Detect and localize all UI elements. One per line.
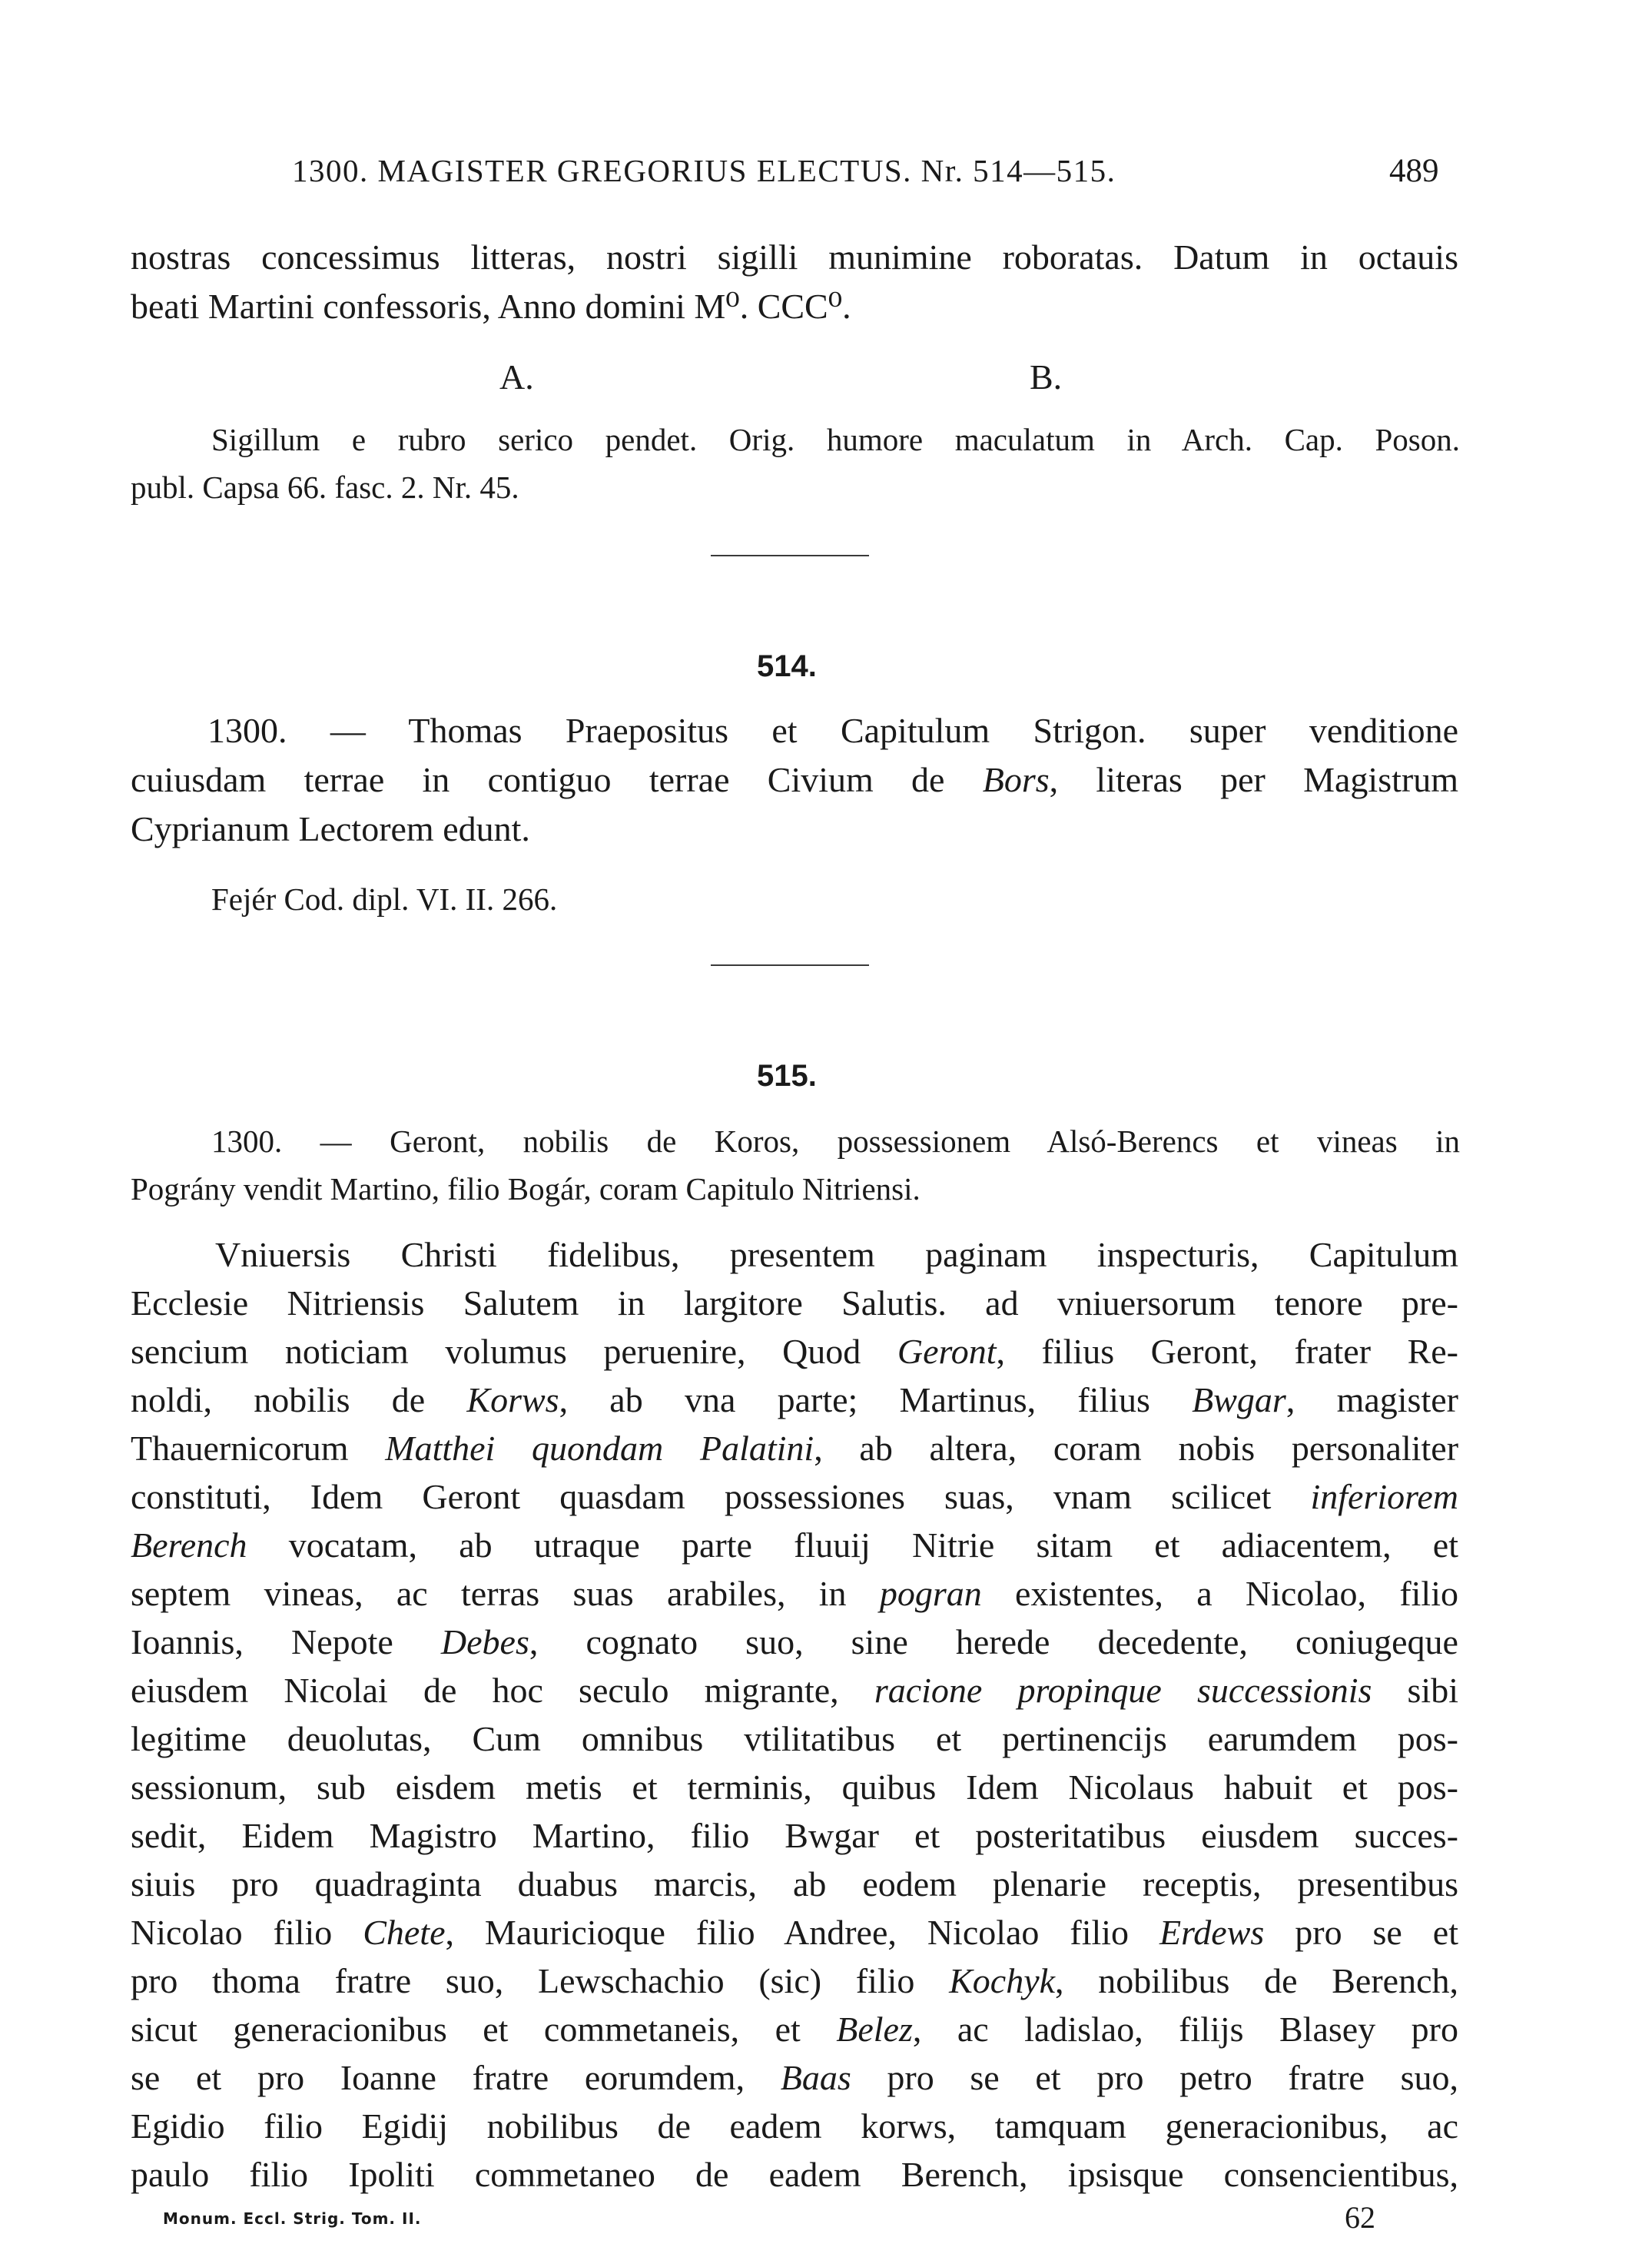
charter-line: sencium noticiam volumus peruenire, Quod Geront, filius Geront, frater Re-: [131, 1332, 1458, 1371]
charter-line: Nicolao filio Chete, Mauricioque filio Andree, Nicolao filio Erdews pro se et: [131, 1913, 1458, 1952]
running-head: 1300. MAGISTER GREGORIUS ELECTUS. Nr. 514—515.: [292, 153, 1116, 188]
charter-line: eiusdem Nicolai de hoc seculo migrante, racione propinque successionis sibi: [131, 1671, 1458, 1710]
seal-label-b: B.: [1030, 357, 1063, 397]
charter-line: Egidio filio Egidij nobilibus de eadem korws, tamquam generacionibus, ac: [131, 2106, 1458, 2146]
summary-line: cuiusdam terrae in contiguo terrae Civium de Bors, literas per Magistrum: [131, 760, 1458, 799]
summary-line: Pográny vendit Martino, filio Bogár, coram Capitulo Nitriensi.: [131, 1171, 921, 1207]
source-note-line: publ. Capsa 66. fasc. 2. Nr. 45.: [131, 470, 519, 505]
charter-line: sicut generacionibus et commetaneis, et Belez, ac ladislao, filijs Blasey pro: [131, 2010, 1458, 2049]
charter-line: septem vineas, ac terras suas arabiles, in pogran existentes, a Nicolao, filio: [131, 1574, 1458, 1613]
summary-line: 1300. — Geront, nobilis de Koros, possessionem Alsó-Berencs et vineas in: [211, 1124, 1460, 1159]
sheet-number: 62: [1345, 2200, 1375, 2235]
source-note-line: Sigillum e rubro serico pendet. Orig. humore maculatum in Arch. Cap. Poson.: [211, 422, 1460, 457]
charter-line: se et pro Ioanne fratre eorumdem, Baas pro se et pro petro fratre suo,: [131, 2058, 1458, 2097]
charter-line: pro thoma fratre suo, Lewschachio (sic) filio Kochyk, nobilibus de Berench,: [131, 1961, 1458, 2000]
source-citation: Fejér Cod. dipl. VI. II. 266.: [211, 881, 558, 917]
charter-line: Ecclesie Nitriensis Salutem in largitore Salutis. ad vniuersorum tenore pre-: [131, 1283, 1458, 1323]
charter-line: siuis pro quadraginta duabus marcis, ab eodem plenarie receptis, presentibus: [131, 1864, 1458, 1904]
seal-label-a: A.: [499, 357, 534, 397]
text-line: beati Martini confessoris, Anno domini M⁰. CCC⁰.: [131, 287, 851, 326]
charter-line: legitime deuolutas, Cum omnibus vtilitatibus et pertinencijs earumdem pos-: [131, 1719, 1458, 1758]
section-divider: [711, 964, 869, 966]
charter-line: sessionum, sub eisdem metis et terminis, quibus Idem Nicolaus habuit et pos-: [131, 1767, 1458, 1807]
charter-line: sedit, Eidem Magistro Martino, filio Bwgar et posteritatibus eiusdem succes-: [131, 1816, 1458, 1855]
charter-line: Thauernicorum Matthei quondam Palatini, ab altera, coram nobis personaliter: [131, 1429, 1459, 1468]
document-number: 514.: [757, 649, 817, 683]
summary-line: Cyprianum Lectorem edunt.: [131, 809, 530, 848]
charter-line: paulo filio Ipoliti commetaneo de eadem Berench, ipsisque consencientibus,: [131, 2155, 1458, 2194]
page-number: 489: [1389, 153, 1439, 189]
charter-line: Berench vocatam, ab utraque parte fluuij Nitrie sitam et adiacentem, et: [131, 1525, 1458, 1565]
document-number: 515.: [757, 1059, 817, 1093]
summary-line: 1300. — Thomas Praepositus et Capitulum Strigon. super venditione: [207, 711, 1458, 750]
sheet-signature: Monum. Eccl. Strig. Tom. II.: [163, 2209, 422, 2228]
charter-line: noldi, nobilis de Korws, ab vna parte; Martinus, filius Bwgar, magister: [131, 1380, 1458, 1419]
section-divider: [711, 555, 869, 556]
charter-line: Ioannis, Nepote Debes, cognato suo, sine herede decedente, coniugeque: [131, 1622, 1458, 1661]
text-line: nostras concessimus litteras, nostri sigilli munimine roboratas. Datum in octauis: [131, 237, 1458, 277]
charter-line: Vniuersis Christi fidelibus, presentem paginam inspecturis, Capitulum: [215, 1235, 1458, 1274]
charter-line: constituti, Idem Geront quasdam possessiones suas, vnam scilicet inferiorem: [131, 1477, 1458, 1516]
